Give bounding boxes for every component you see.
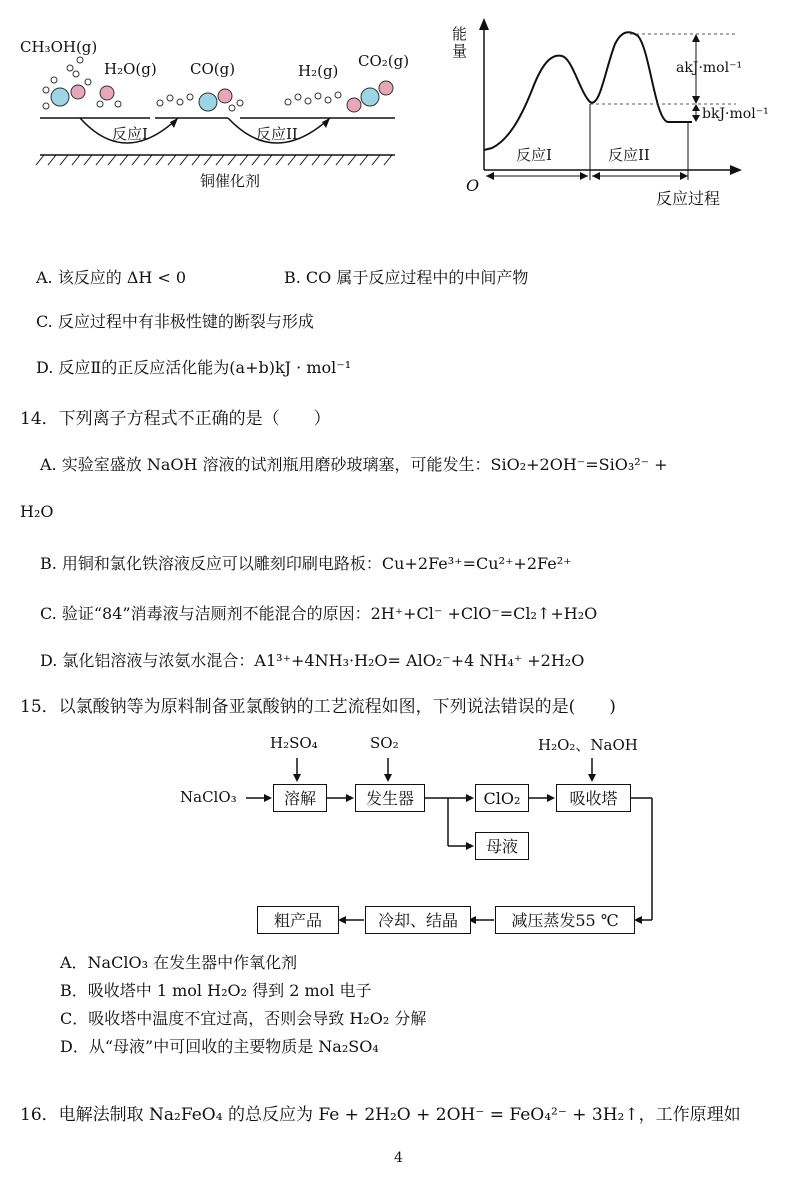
q14-stem: 14．下列离子方程式不正确的是（ ） <box>20 409 331 429</box>
flow-box-clo2: ClO₂ <box>475 784 529 812</box>
q15-option-c: C．吸收塔中温度不宜过高，否则会导致 H₂O₂ 分解 <box>60 1009 427 1028</box>
flow-naclo3: NaClO₃ <box>180 788 237 806</box>
label-h2o: H₂O(g) <box>104 60 157 78</box>
flow-box-crude: 粗产品 <box>257 906 339 934</box>
water-molecule-icon <box>97 86 121 107</box>
q14-option-d: D. 氯化铝溶液与浓氨水混合：A1³⁺+4NH₃·H₂O= AlO₂⁻+4 NH₄⁺ +2H₂O <box>40 651 585 670</box>
methanol-molecule-icon <box>43 57 91 109</box>
energy-axis-label: 能量 <box>452 25 468 60</box>
stage-1-label: 反应I <box>516 146 552 164</box>
q13-option-a: A. 该反应的 ΔH < 0 <box>36 268 187 287</box>
flow-box-absorber: 吸收塔 <box>556 784 631 812</box>
b-energy-label: bkJ·mol⁻¹ <box>702 106 769 122</box>
q15-stem: 15．以氯酸钠等为原料制备亚氯酸钠的工艺流程如图，下列说法错误的是( ) <box>20 697 616 717</box>
flow-h2o2-naoh: H₂O₂、NaOH <box>538 736 638 754</box>
flow-box-cool: 冷却、结晶 <box>365 906 471 934</box>
q14-option-b: B. 用铜和氯化铁溶液反应可以雕刻印刷电路板：Cu+2Fe³⁺=Cu²⁺+2Fe²⁺ <box>40 554 572 573</box>
flow-h2so4: H₂SO₄ <box>270 734 318 752</box>
q14-option-c: C. 验证“84”消毒液与洁厕剂不能混合的原因：2H⁺+Cl⁻ +ClO⁻=Cl₂↑+H₂O <box>40 604 598 623</box>
label-reaction-1: 反应I <box>112 125 148 143</box>
label-ch3oh: CH₃OH(g) <box>20 38 98 56</box>
q14-option-a-line2: H₂O <box>20 502 54 521</box>
hydrogen-molecules-icon <box>285 92 341 105</box>
q15-option-a: A．NaClO₃ 在发生器中作氧化剂 <box>60 953 298 972</box>
label-reaction-2: 反应II <box>256 125 298 143</box>
label-co: CO(g) <box>190 60 236 78</box>
q15-option-d: D．从“母液”中可回收的主要物质是 Na₂SO₄ <box>60 1037 379 1056</box>
hydrogen-co-molecules-icon <box>157 89 243 111</box>
flow-box-mother-liquor: 母液 <box>475 832 529 860</box>
x-axis-label: 反应过程 <box>656 189 721 208</box>
a-energy-label: akJ·mol⁻¹ <box>676 60 743 76</box>
flow-so2: SO₂ <box>370 734 399 752</box>
co2-molecule-icon <box>347 81 393 112</box>
q16-stem: 16．电解法制取 Na₂FeO₄ 的总反应为 Fe + 2H₂O + 2OH⁻ = FeO₄²⁻ + 3H₂↑，工作原理如 <box>20 1105 741 1125</box>
origin-label: O <box>466 176 480 195</box>
label-co2: CO₂(g) <box>358 52 410 70</box>
page-number: 4 <box>394 1150 403 1166</box>
q13-option-c: C. 反应过程中有非极性键的断裂与形成 <box>36 312 314 331</box>
q15-option-b: B．吸收塔中 1 mol H₂O₂ 得到 2 mol 电子 <box>60 981 372 1000</box>
label-catalyst: 铜催化剂 <box>200 172 261 190</box>
label-h2: H₂(g) <box>298 62 339 80</box>
flow-box-dissolve: 溶解 <box>273 784 327 812</box>
q14-option-a-line1: A. 实验室盛放 NaOH 溶液的试剂瓶用磨砂玻璃塞，可能发生：SiO₂+2OH⁻=SiO₃²⁻ + <box>40 455 668 474</box>
stage-2-label: 反应II <box>608 146 650 164</box>
flow-box-evaporate: 减压蒸发55 ℃ <box>495 906 635 934</box>
q13-option-d: D. 反应Ⅱ的正反应活化能为(a+b)kJ · mol⁻¹ <box>36 358 352 377</box>
q13-option-b: B. CO 属于反应过程中的中间产物 <box>284 268 529 287</box>
flow-box-generator: 发生器 <box>355 784 425 812</box>
